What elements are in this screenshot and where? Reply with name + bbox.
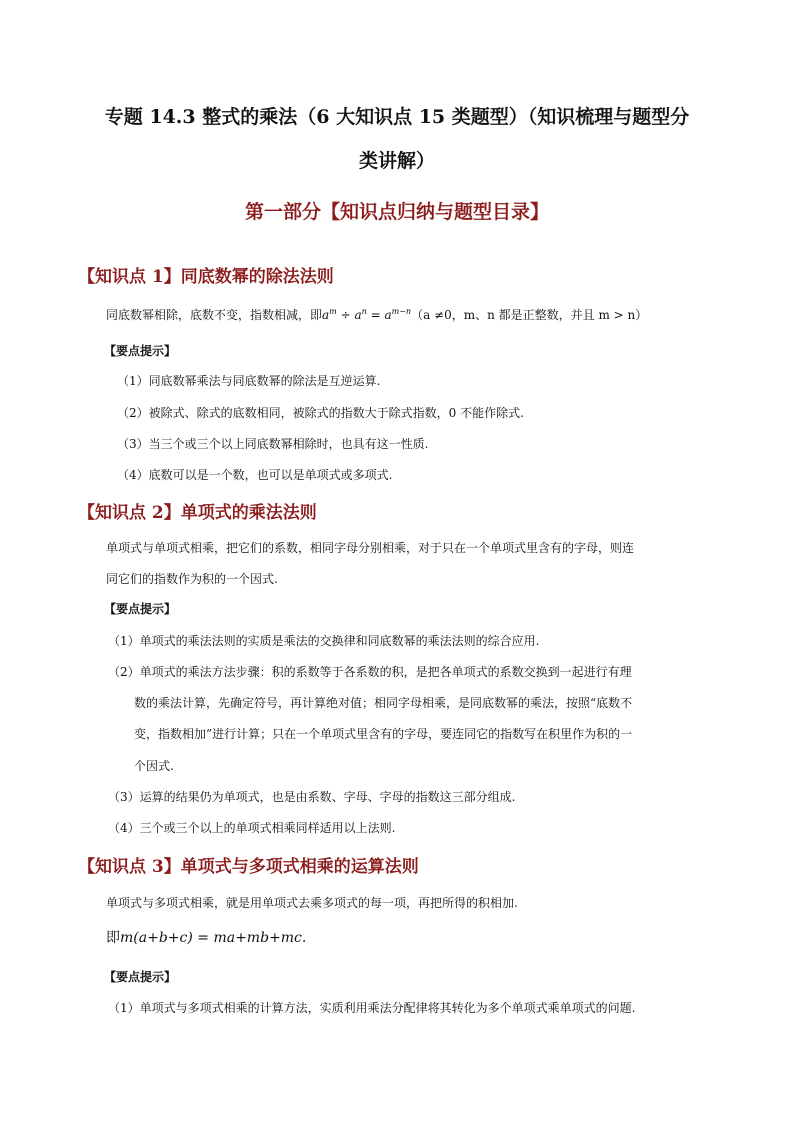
- kp3-formula-line: [106, 929, 306, 947]
- kp3-formula-prefix: 即: [106, 930, 120, 946]
- kp1-heading: 【知识点 1】同底数幂的除法法则: [78, 267, 334, 287]
- kp1-rule-prefix: 同底数幂相除，底数不变，指数相减，即: [106, 308, 323, 322]
- kp2-tip-3: （3）运算的结果仍为单项式，也是由系数、字母、字母的指数这三部分组成.: [108, 790, 516, 804]
- kp3-tip-1: （1）单项式与多项式相乘的计算方法，实质利用乘法分配律将其转化为多个单项式乘单项式的问题.: [108, 1001, 636, 1015]
- kp3-rule: 单项式与多项式相乘，就是用单项式去乘多项式的每一项，再把所得的积相加.: [106, 896, 518, 910]
- kp1-tips-label: 【要点提示】: [104, 344, 177, 358]
- kp2-tips-label: 【要点提示】: [104, 602, 177, 616]
- kp2-tip-2-line-2: 数的乘法计算，先确定符号，再计算绝对值；相同字母相乘，是同底数幂的乘法，按照“底数不: [134, 696, 633, 710]
- part-heading: 第一部分【知识点归纳与题型目录】: [244, 201, 549, 223]
- kp2-tip-2-line-4: 个因式.: [134, 759, 174, 773]
- kp2-rule-line-2: 同它们的指数作为积的一个因式.: [106, 572, 278, 586]
- kp3-formula: m(a+b+c) = ma+mb+mc: [120, 930, 302, 946]
- kp1-tip-3: （3）当三个或三个以上同底数幂相除时，也具有这一性质.: [117, 437, 429, 451]
- kp1-tip-2: （2）被除式、除式的底数相同，被除式的指数大于除式指数，0 不能作除式.: [117, 406, 524, 420]
- kp1-rule: [106, 303, 647, 324]
- kp3-heading: 【知识点 3】单项式与多项式相乘的运算法则: [78, 857, 419, 877]
- kp1-condition: （a ≠0，m、n 都是正整数，并且 m > n）: [411, 308, 648, 322]
- kp2-tip-1: （1）单项式的乘法法则的实质是乘法的交换律和同底数幂的乘法法则的综合应用.: [108, 634, 540, 648]
- kp2-rule-line-1: 单项式与单项式相乘，把它们的系数，相同字母分别相乘，对于只在一个单项式里含有的字母，则连: [106, 541, 635, 555]
- kp2-tip-2-line-1: （2）单项式的乘法方法步骤：积的系数等于各系数的积，是把各单项式的系数交换到一起进行有理: [108, 665, 632, 679]
- document-title-line-2: 类讲解）: [358, 150, 435, 172]
- kp2-tip-4: （4）三个或三个以上的单项式相乘同样适用以上法则.: [108, 821, 396, 835]
- document-title-line-1: 专题 14.3 整式的乘法（6 大知识点 15 类题型）（知识梳理与题型分: [104, 106, 690, 128]
- kp1-tip-1: （1）同底数幂乘法与同底数幂的除法是互逆运算.: [117, 374, 381, 388]
- kp2-tip-2-line-3: 变，指数相加”进行计算；只在一个单项式里含有的字母，要连同它的指数写在积里作为积的一: [134, 727, 633, 741]
- kp2-heading: 【知识点 2】单项式的乘法法则: [78, 503, 317, 523]
- kp3-tips-label: 【要点提示】: [104, 970, 177, 984]
- kp3-formula-suffix: .: [301, 930, 307, 946]
- kp1-tip-4: （4）底数可以是一个数，也可以是单项式或多项式.: [117, 468, 393, 482]
- kp1-formula: $a^m \div a^n = a^{m-n}$: [322, 307, 412, 322]
